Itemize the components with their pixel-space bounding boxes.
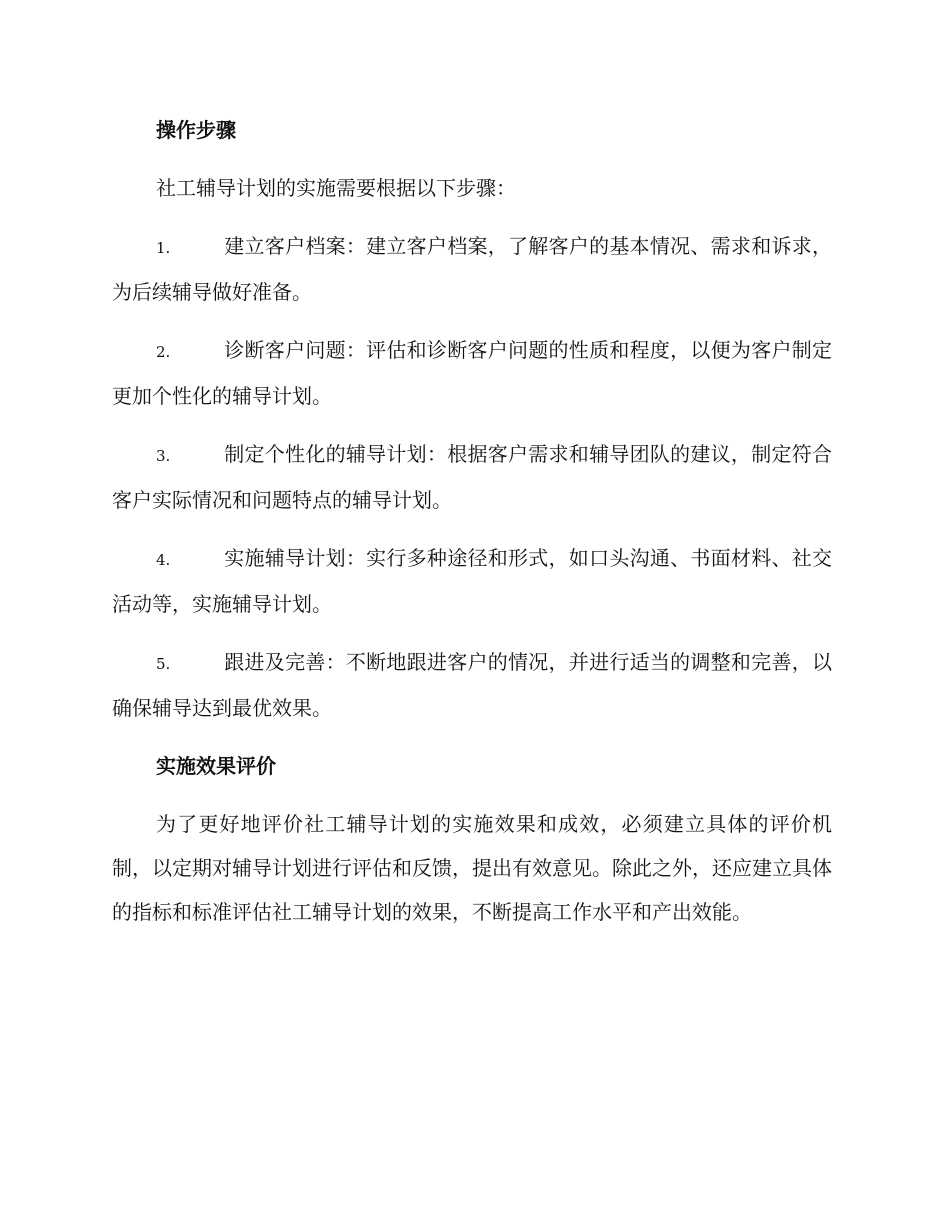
list-item: [112, 640, 832, 730]
list-item-number: 3.: [156, 447, 171, 465]
list-item: [112, 432, 832, 522]
list-item: [112, 328, 832, 418]
section-heading-effect-evaluation: 实施效果评价: [156, 754, 276, 778]
list-item: [112, 536, 832, 626]
evaluation-paragraph: 为了更好地评价社工辅导计划的实施效果和成效，必须建立具体的评价机制，以定期对辅导计划进行评估和反馈，提出有效意见。除此之外，还应建立具体的指标和标准评估社工辅导计划的效果，不断提高工作水平和产出效能。: [112, 812, 832, 924]
document-content: [112, 108, 832, 948]
list-item-text: 制定个性化的辅导计划：根据客户需求和辅导团队的建议，制定符合客户实际情况和问题特点的辅导计划。: [112, 442, 832, 512]
list-item-number: 5.: [156, 655, 171, 673]
list-item-number: 1.: [156, 239, 171, 257]
list-item-text: 诊断客户问题：评估和诊断客户问题的性质和程度，以便为客户制定更加个性化的辅导计划。: [112, 338, 832, 408]
list-item-number: 2.: [156, 343, 171, 361]
list-item-text: 实施辅导计划：实行多种途径和形式，如口头沟通、书面材料、社交活动等，实施辅导计划。: [112, 546, 832, 616]
list-item: [112, 224, 832, 314]
list-item-text: 建立客户档案：建立客户档案，了解客户的基本情况、需求和诉求，为后续辅导做好准备。: [112, 234, 832, 304]
list-item-number: 4.: [156, 551, 171, 569]
list-item-text: 跟进及完善：不断地跟进客户的情况，并进行适当的调整和完善，以确保辅导达到最优效果。: [112, 650, 832, 720]
section-heading-operation-steps: 操作步骤: [156, 118, 236, 142]
steps-list: [112, 224, 832, 730]
section-intro-paragraph: 社工辅导计划的实施需要根据以下步骤：: [156, 176, 516, 200]
